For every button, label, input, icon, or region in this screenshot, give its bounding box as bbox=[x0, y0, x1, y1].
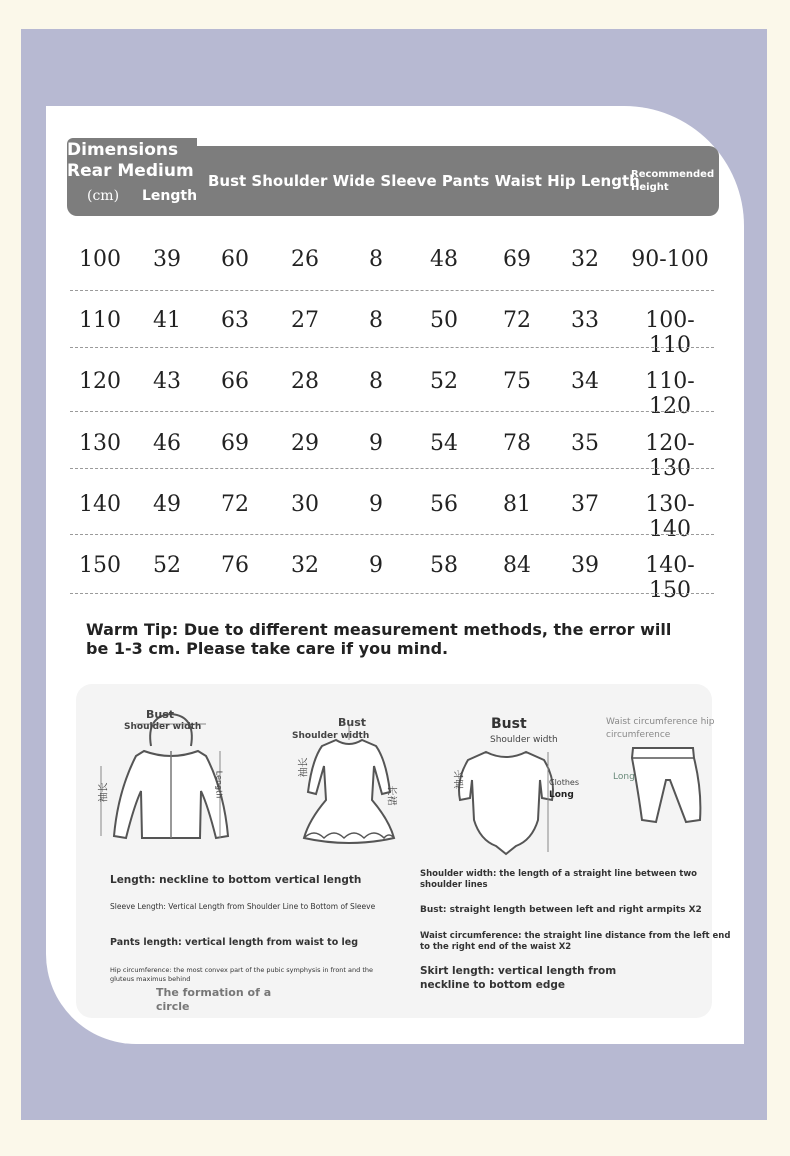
def-sleeve: Sleeve Length: Vertical Length from Shoulder Line to Bottom of Sleeve bbox=[110, 902, 376, 911]
d2-shoulder-label: Shoulder width bbox=[292, 731, 370, 741]
table-cell: 76 bbox=[221, 553, 249, 578]
table-cell: 46 bbox=[153, 431, 181, 456]
table-cell: 58 bbox=[430, 553, 458, 578]
d1-length-label: Length bbox=[214, 770, 224, 799]
table-cell: 9 bbox=[369, 553, 383, 578]
table-cell: 48 bbox=[430, 247, 458, 272]
table-cell: 78 bbox=[503, 431, 531, 456]
def-skirt: Skirt length: vertical length from neckline to bottom edge bbox=[420, 965, 617, 991]
table-row bbox=[70, 553, 714, 603]
d3-bust-label: Bust bbox=[491, 716, 527, 732]
d2-bust-label: Bust bbox=[338, 716, 367, 729]
table-cell: 41 bbox=[153, 308, 181, 333]
row-divider bbox=[70, 411, 714, 412]
table-cell: 52 bbox=[153, 553, 181, 578]
table-cell: 32 bbox=[291, 553, 319, 578]
d3-shoulder-label: Shoulder width bbox=[490, 735, 558, 745]
table-cell: 66 bbox=[221, 369, 249, 394]
table-cell: 8 bbox=[369, 308, 383, 333]
table-cell: 130-140 bbox=[645, 492, 695, 542]
table-cell: 27 bbox=[291, 308, 319, 333]
d4-waist-label: Waist circumference hip bbox=[606, 717, 715, 727]
table-cell: 72 bbox=[221, 492, 249, 517]
table-cell: 63 bbox=[221, 308, 249, 333]
table-cell: 50 bbox=[430, 308, 458, 333]
def-waist: Waist circumference: the straight line distance from the left end to the right end of the waist X2 bbox=[420, 931, 731, 952]
header-unit: (cm) bbox=[87, 188, 120, 204]
header-dimensions: Dimensions Rear Medium bbox=[67, 140, 194, 181]
d3-sleeve-label: 袖长 bbox=[454, 769, 466, 790]
table-cell: 8 bbox=[369, 247, 383, 272]
table-cell: 49 bbox=[153, 492, 181, 517]
table-row bbox=[70, 308, 714, 358]
warm-tip: Warm Tip: Due to different measurement methods, the error will be 1-3 cm. Please take care if you mind. bbox=[86, 620, 672, 658]
table-row bbox=[70, 369, 714, 419]
table-cell: 30 bbox=[291, 492, 319, 517]
row-divider bbox=[70, 534, 714, 535]
d4-long-label: Long bbox=[613, 772, 635, 782]
table-row bbox=[70, 431, 714, 481]
table-cell: 100 bbox=[79, 247, 121, 272]
row-divider bbox=[70, 593, 714, 594]
table-cell: 26 bbox=[291, 247, 319, 272]
d1-shoulder-label: Shoulder width bbox=[124, 722, 202, 732]
table-cell: 8 bbox=[369, 369, 383, 394]
table-cell: 110 bbox=[79, 308, 121, 333]
table-cell: 140-150 bbox=[645, 553, 695, 603]
d1-sleeve-label: 袖长 bbox=[98, 782, 110, 803]
table-cell: 56 bbox=[430, 492, 458, 517]
table-cell: 150 bbox=[79, 553, 121, 578]
table-cell: 60 bbox=[221, 247, 249, 272]
table-row bbox=[70, 247, 714, 283]
table-cell: 54 bbox=[430, 431, 458, 456]
d3-clothes-label: Clothes bbox=[549, 778, 579, 787]
header-columns: Bust Shoulder Wide Sleeve Pants Waist Hip Length bbox=[208, 172, 640, 190]
table-cell: 52 bbox=[430, 369, 458, 394]
def-bust: Bust: straight length between left and right armpits X2 bbox=[420, 905, 702, 915]
table-cell: 43 bbox=[153, 369, 181, 394]
def-length: Length: neckline to bottom vertical length bbox=[110, 874, 362, 886]
header-length: Length bbox=[142, 188, 198, 204]
row-divider bbox=[70, 468, 714, 469]
table-cell: 130 bbox=[79, 431, 121, 456]
d2-length-label: 长裙 bbox=[385, 785, 397, 806]
def-shoulder: Shoulder width: the length of a straight line between two shoulder lines bbox=[420, 869, 698, 890]
romper-diagram-icon bbox=[456, 740, 566, 860]
table-cell: 100-110 bbox=[645, 308, 695, 358]
table-cell: 29 bbox=[291, 431, 319, 456]
header-recommended-height: Recommended Height bbox=[631, 169, 715, 193]
table-cell: 33 bbox=[571, 308, 599, 333]
table-cell: 120-130 bbox=[645, 431, 695, 481]
table-cell: 81 bbox=[503, 492, 531, 517]
table-cell: 84 bbox=[503, 553, 531, 578]
def-circle: The formation of a circle bbox=[156, 986, 272, 1013]
table-cell: 9 bbox=[369, 492, 383, 517]
table-cell: 110-120 bbox=[645, 369, 695, 419]
def-pants: Pants length: vertical length from waist to leg bbox=[110, 937, 359, 948]
d1-bust-label: Bust bbox=[146, 708, 175, 721]
d2-sleeve-label: 袖长 bbox=[298, 757, 310, 778]
row-divider bbox=[70, 347, 714, 348]
table-cell: 37 bbox=[571, 492, 599, 517]
table-row bbox=[70, 492, 714, 542]
table-cell: 69 bbox=[503, 247, 531, 272]
pants-diagram-icon bbox=[618, 740, 708, 830]
d4-circumference-label: circumference bbox=[606, 730, 671, 740]
table-cell: 39 bbox=[153, 247, 181, 272]
table-cell: 69 bbox=[221, 431, 249, 456]
table-cell: 32 bbox=[571, 247, 599, 272]
row-divider bbox=[70, 290, 714, 291]
def-hip: Hip circumference: the most convex part of the pubic symphysis in front and the gluteus maximus behind bbox=[110, 966, 374, 983]
table-cell: 28 bbox=[291, 369, 319, 394]
table-cell: 90-100 bbox=[631, 247, 709, 272]
table-cell: 34 bbox=[571, 369, 599, 394]
table-cell: 140 bbox=[79, 492, 121, 517]
table-header bbox=[67, 140, 719, 216]
table-cell: 39 bbox=[571, 553, 599, 578]
table-cell: 9 bbox=[369, 431, 383, 456]
table-cell: 75 bbox=[503, 369, 531, 394]
table-cell: 120 bbox=[79, 369, 121, 394]
table-cell: 35 bbox=[571, 431, 599, 456]
table-cell: 72 bbox=[503, 308, 531, 333]
d3-long-label: Long bbox=[549, 790, 574, 800]
